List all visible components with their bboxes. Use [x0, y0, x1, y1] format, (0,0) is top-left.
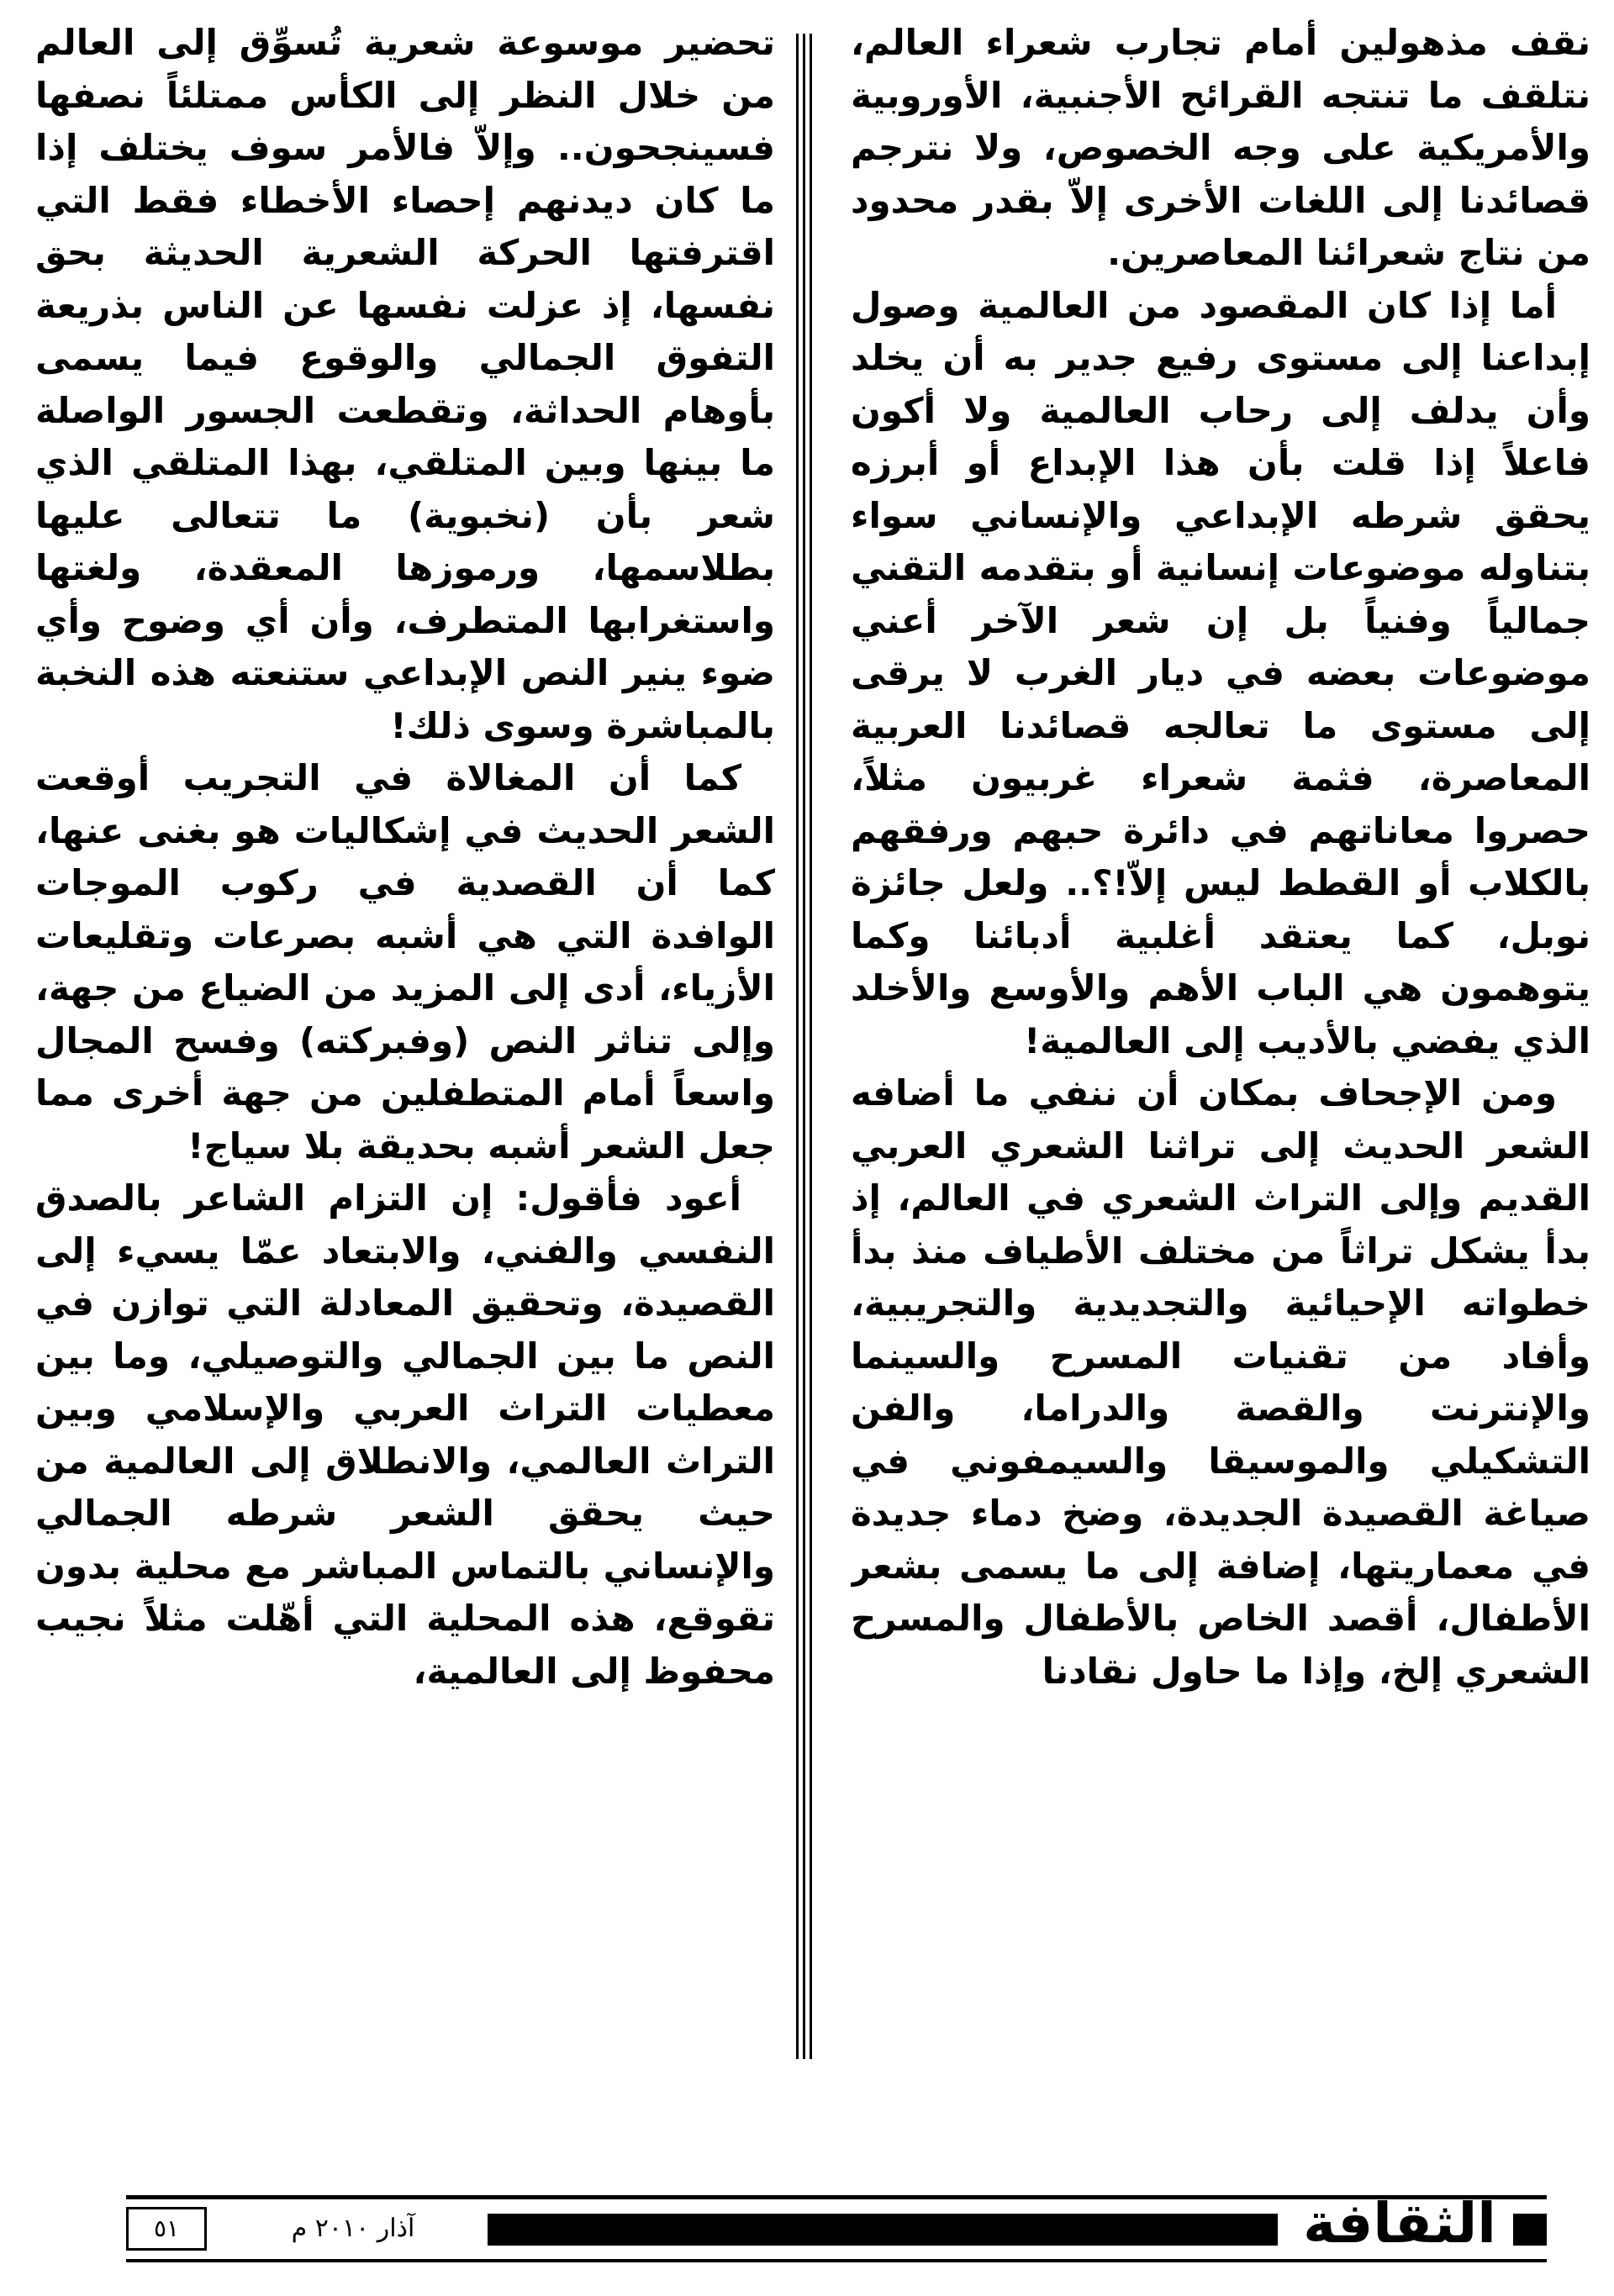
footer-black-bar: [488, 2214, 1278, 2246]
right-text-column: [851, 17, 1590, 2118]
page-footer: [126, 2191, 1547, 2262]
footer-bottom-rule: [126, 2259, 1547, 2262]
column-divider-rule: [810, 34, 812, 2059]
page-number: ٥١: [126, 2207, 207, 2251]
paragraph: أعود فأقول: إن التزام الشاعر بالصدق النفسي والفني، والابتعاد عمّا يسيء إلى القصيدة، وتحقيق المعادلة التي توازن في النص ما بين الجمالي والتوصيلي، وما بين معطيات التراث العربي والإسلامي وبين التراث العالمي، والانطلاق إلى العالمية من حيث يحقق الشعر شرطه الجمالي والإنساني بالتماس المباشر مع محلية بدون تقوقع، هذه المحلية التي أهّلت مثلاً نجيب محفوظ إلى العالمية،: [35, 1177, 775, 1692]
paragraph: كما أن المغالاة في التجريب أوقعت الشعر الحديث في إشكاليات هو بغنى عنها، كما أن القصدية في ركوب الموجات الوافدة التي هي أشبه بصرعات وتقليعات الأزياء، أدى إلى المزيد من الضياع من جهة، وإلى تناثر النص (وفبركته) وفسح المجال واسعاً أمام المتطفلين من جهة أخرى مما جعل الشعر أشبه بحديقة بلا سياج!: [35, 757, 775, 1166]
column-divider-rule: [796, 34, 799, 2059]
paragraph: نقف مذهولين أمام تجارب شعراء العالم، نتلقف ما تنتجه القرائح الأجنبية، الأوروبية والأمريكية على وجه الخصوص، ولا نترجم قصائدنا إلى اللغات الأخرى إلاّ بقدر محدود من نتاج شعرائنا المعاصرين.: [851, 22, 1590, 273]
column-divider-rule: [803, 34, 805, 2059]
paragraph: ومن الإجحاف بمكان أن ننفي ما أضافه الشعر الحديث إلى تراثنا الشعري العربي القديم وإلى التراث الشعري في العالم، إذ بدأ يشكل تراثاً من مختلف الأطياف منذ بدأ خطواته الإحيائية والتجديدية والتجريبية، وأفاد من تقنيات المسرح والسينما والإنترنت والقصة والدراما، والفن التشكيلي والموسيقا والسيمفوني في صياغة القصيدة الجديدة، وضخ دماء جديدة في معماريتها، إضافة إلى ما يسمى بشعر الأطفال، أقصد الخاص بالأطفال والمسرح الشعري إلخ، وإذا ما حاول نقادنا: [851, 1072, 1590, 1692]
issue-date: آذار ٢٠١٠ م: [291, 2214, 415, 2243]
magazine-logo: الثقافة: [1303, 2191, 1496, 2256]
paragraph: تحضير موسوعة شعرية تُسوِّق إلى العالم من خلال النظر إلى الكأس ممتلئاً نصفها فسينجحون.. وإلاّ فالأمر سوف يختلف إذا ما كان ديدنهم إحصاء الأخطاء فقط التي اقترفتها الحركة الشعرية الحديثة بحق نفسها، إذ عزلت نفسها عن الناس بذريعة التفوق الجمالي والوقوع فيما يسمى بأوهام الحداثة، وتقطعت الجسور الواصلة ما بينها وبين المتلقي، بهذا المتلقي الذي شعر بأن (نخبوية) ما تتعالى عليها بطلاسمها، ورموزها المعقدة، ولغتها واستغرابها المتطرف، وأن أي وضوح وأي ضوء ينير النص الإبداعي ستنعته هذه النخبة بالمباشرة وسوى ذلك!: [35, 22, 775, 746]
footer-black-bar-end: [1513, 2214, 1547, 2246]
paragraph: أما إذا كان المقصود من العالمية وصول إبداعنا إلى مستوى رفيع جدير به أن يخلد وأن يدلف إلى رحاب العالمية ولا أكون فاعلاً إذا قلت بأن هذا الإبداع أو أبرزه يحقق شرطه الإبداعي والإنساني سواء بتناوله موضوعات إنسانية أو بتقدمه التقني جمالياً وفنياً بل إن شعر الآخر أعني موضوعات بعضه في ديار الغرب لا يرقى إلى مستوى ما تعالجه قصائدنا العربية المعاصرة، فثمة شعراء غربيون مثلاً، حصروا معاناتهم في دائرة حبهم ورفقهم بالكلاب أو القطط ليس إلاّ!؟.. ولعل جائزة نوبل، كما يعتقد أغلبية أدبائنا وكما يتوهمون هي الباب الأهم والأوسع والأخلد الذي يفضي بالأديب إلى العالمية!: [851, 284, 1590, 1061]
left-text-column: [35, 17, 775, 2118]
